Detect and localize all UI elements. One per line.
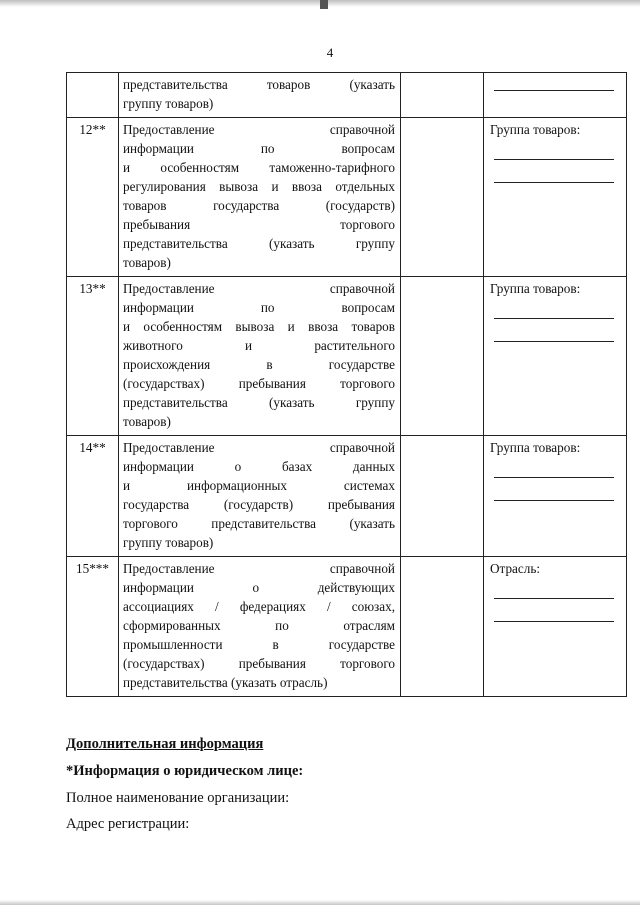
description-line: товаров) <box>123 414 171 429</box>
row-number-cell <box>67 73 119 118</box>
description-line: информации о базах данных <box>123 459 395 474</box>
input-cell <box>484 118 627 277</box>
table-row <box>67 277 627 436</box>
description-line: пребывания торгового <box>123 217 395 232</box>
input-cell <box>484 436 627 557</box>
additional-info-heading: Дополнительная информация <box>66 736 264 752</box>
description-line: товаров государства (государств) <box>123 198 395 213</box>
additional-info-section <box>66 736 606 842</box>
table-row <box>67 73 627 118</box>
description-line: происхождения в государстве <box>123 357 395 372</box>
description-line: (государствах) пребывания торгового <box>123 376 395 391</box>
empty-cell <box>401 118 484 277</box>
table-row <box>67 557 627 697</box>
input-label: Группа товаров: <box>490 122 581 137</box>
row-number-cell: 14** <box>67 436 119 557</box>
description-line: группу товаров) <box>123 535 214 550</box>
scan-bottom-edge <box>0 900 640 905</box>
blank-fill-line[interactable] <box>494 159 614 160</box>
table-row <box>67 436 627 557</box>
description-line: и информационных системах <box>123 478 395 493</box>
description-line: сформированных по отраслям <box>123 618 395 633</box>
blank-fill-line[interactable] <box>494 500 614 501</box>
input-cell <box>484 277 627 436</box>
input-label: Группа товаров: <box>490 440 581 455</box>
empty-cell <box>401 557 484 697</box>
input-cell <box>484 73 627 118</box>
description-line: информации по вопросам <box>123 141 395 156</box>
description-line: Предоставление справочной <box>123 122 395 137</box>
description-line: информации о действующих <box>123 580 395 595</box>
organization-full-name-label: Полное наименование организации: <box>66 790 290 806</box>
blank-fill-line[interactable] <box>494 598 614 599</box>
description-line: (государствах) пребывания торгового <box>123 656 395 671</box>
input-cell <box>484 557 627 697</box>
service-description-cell <box>119 118 401 277</box>
service-description-cell <box>119 277 401 436</box>
blank-fill-line[interactable] <box>494 341 614 342</box>
description-line: регулирования вывоза и ввоза отдельных <box>123 179 395 194</box>
blank-fill-line[interactable] <box>494 621 614 622</box>
description-line: представительства (указать группу <box>123 395 395 410</box>
description-line: торгового представительства (указать <box>123 516 395 531</box>
page-number: 4 <box>326 45 334 60</box>
services-table <box>66 72 627 697</box>
description-line: представительства (указать отрасль) <box>123 675 328 690</box>
description-line: Предоставление справочной <box>123 440 395 455</box>
empty-cell <box>401 436 484 557</box>
service-description-cell <box>119 557 401 697</box>
description-line: промышленности в государстве <box>123 637 395 652</box>
scan-top-mark <box>320 0 328 9</box>
registration-address-label: Адрес регистрации: <box>66 816 190 832</box>
row-number-cell: 12** <box>67 118 119 277</box>
description-line: информации по вопросам <box>123 300 395 315</box>
empty-cell <box>401 73 484 118</box>
table-row <box>67 118 627 277</box>
description-line: товаров) <box>123 255 171 270</box>
description-line: Предоставление справочной <box>123 281 395 296</box>
description-line: и особенностям вывоза и ввоза товаров <box>123 319 395 334</box>
description-line: представительства (указать группу <box>123 236 395 251</box>
blank-fill-line[interactable] <box>494 477 614 478</box>
blank-fill-line[interactable] <box>494 318 614 319</box>
description-line: и особенностям таможенно-тарифного <box>123 160 395 175</box>
input-label: Отрасль: <box>490 561 541 576</box>
input-label: Группа товаров: <box>490 281 581 296</box>
service-description-cell <box>119 436 401 557</box>
description-line: животного и растительного <box>123 338 395 353</box>
services-table-body <box>67 73 627 697</box>
row-number-cell: 13** <box>67 277 119 436</box>
blank-fill-line[interactable] <box>494 90 614 91</box>
description-line: государства (государств) пребывания <box>123 497 395 512</box>
description-line: Предоставление справочной <box>123 561 395 576</box>
legal-entity-heading: *Информация о юридическом лице: <box>66 763 304 779</box>
blank-fill-line[interactable] <box>494 182 614 183</box>
empty-cell <box>401 277 484 436</box>
description-line: представительства товаров (указать <box>123 77 395 92</box>
row-number-cell: 15*** <box>67 557 119 697</box>
description-line: группу товаров) <box>123 96 214 111</box>
description-line: ассоциациях / федерациях / союзах, <box>123 599 395 614</box>
service-description-cell <box>119 73 401 118</box>
